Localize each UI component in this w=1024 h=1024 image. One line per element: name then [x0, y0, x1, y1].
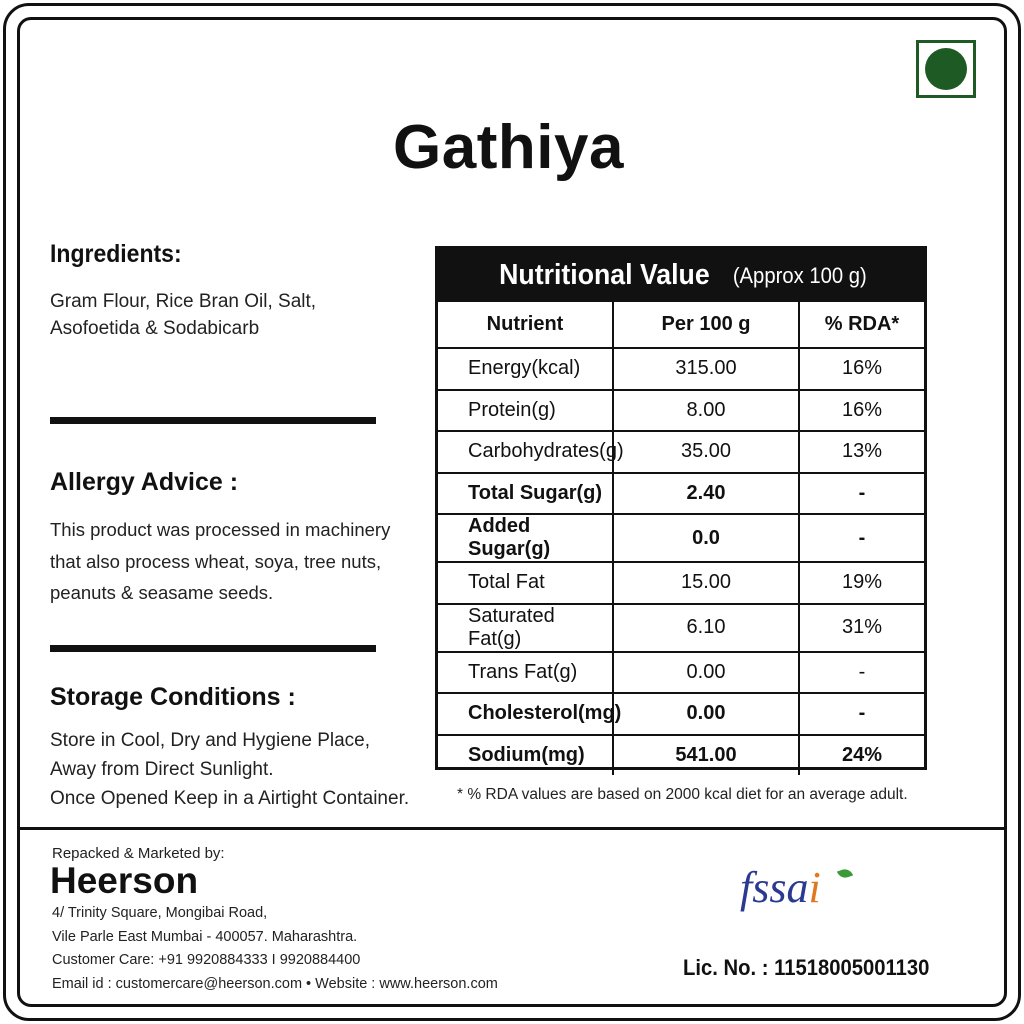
table-row [438, 348, 924, 390]
table-row [438, 562, 924, 604]
ingredients-text [50, 288, 316, 342]
ingredients-heading: Ingredients: [50, 240, 182, 268]
nutrient-rda: 13% [799, 431, 924, 473]
nutrient-name: Saturated Fat(g) [438, 604, 613, 652]
nutrient-name: Cholesterol(mg) [438, 693, 613, 735]
nutrient-value: 6.10 [613, 604, 799, 652]
nutrient-rda: - [799, 652, 924, 694]
storage-text [50, 726, 409, 813]
table-row [438, 693, 924, 735]
product-title: Gathiya [393, 113, 624, 182]
ingredients-line: Gram Flour, Rice Bran Oil, Salt, [50, 291, 317, 312]
nutrient-value: 315.00 [613, 348, 799, 390]
veg-dot [925, 48, 967, 90]
nutrient-value: 0.00 [613, 652, 799, 694]
nutrition-panel [435, 246, 927, 770]
nutrient-rda: 31% [799, 604, 924, 652]
nutrient-value: 15.00 [613, 562, 799, 604]
nutrient-value: 35.00 [613, 431, 799, 473]
allergy-line: This product was processed in machinery [50, 519, 391, 540]
address-line: 4/ Trinity Square, Mongibai Road, [52, 905, 268, 921]
rda-footnote: * % RDA values are based on 2000 kcal diet for an average adult. [457, 786, 908, 803]
license-number: Lic. No. : 11518005001130 [683, 955, 930, 980]
nutrient-name: Carbohydrates(g) [438, 431, 613, 473]
veg-symbol-icon [916, 40, 976, 98]
nutrition-table [438, 302, 924, 775]
storage-line: Away from Direct Sunlight. [50, 759, 274, 780]
table-row [438, 390, 924, 432]
storage-line: Store in Cool, Dry and Hygiene Place, [50, 730, 370, 751]
table-row [438, 473, 924, 515]
fssai-logo-icon [740, 862, 821, 913]
column-header: Nutrient [438, 302, 613, 348]
nutrient-rda: - [799, 473, 924, 515]
table-row [438, 431, 924, 473]
allergy-line: peanuts & seasame seeds. [50, 582, 274, 603]
table-row [438, 735, 924, 776]
allergy-text [50, 514, 390, 609]
nutrition-title: Nutritional Value [498, 259, 710, 291]
section-divider [50, 645, 376, 652]
ingredients-line: Asofoetida & Sodabicarb [50, 318, 260, 339]
brand-name: Heerson [50, 860, 199, 901]
customer-care: Customer Care: +91 9920884333 I 9920884400 [52, 952, 361, 968]
repacked-label: Repacked & Marketed by: [52, 845, 225, 862]
nutrient-rda: - [799, 514, 924, 562]
nutrient-name: Protein(g) [438, 390, 613, 432]
nutrient-value: 0.00 [613, 693, 799, 735]
table-header-row [438, 302, 924, 348]
fssai-text-tail: i [808, 863, 821, 912]
nutrient-rda: 16% [799, 390, 924, 432]
column-header: % RDA* [799, 302, 924, 348]
address-line: Vile Parle East Mumbai - 400057. Maharashtra. [52, 929, 358, 945]
table-row [438, 514, 924, 562]
nutrient-rda: 24% [799, 735, 924, 776]
nutrient-rda: - [799, 693, 924, 735]
allergy-line: that also process wheat, soya, tree nuts, [50, 550, 382, 572]
nutrient-value: 8.00 [613, 390, 799, 432]
table-row [438, 652, 924, 694]
nutrition-header [438, 249, 924, 302]
nutrient-value: 541.00 [613, 735, 799, 776]
column-header: Per 100 g [613, 302, 799, 348]
nutrient-name: Added Sugar(g) [438, 514, 613, 562]
nutrition-subtitle: (Approx 100 g) [732, 262, 867, 288]
nutrition-rows [438, 348, 924, 775]
footer-divider [19, 827, 1005, 830]
nutrient-name: Total Sugar(g) [438, 473, 613, 515]
section-divider [50, 417, 376, 424]
nutrient-name: Energy(kcal) [438, 348, 613, 390]
table-row [438, 604, 924, 652]
nutrient-name: Trans Fat(g) [438, 652, 613, 694]
nutrient-value: 0.0 [613, 514, 799, 562]
nutrient-value: 2.40 [613, 473, 799, 515]
allergy-heading: Allergy Advice : [50, 468, 239, 496]
contact-line: Email id : customercare@heerson.com • Website : www.heerson.com [52, 976, 498, 992]
storage-heading: Storage Conditions : [50, 683, 296, 711]
nutrient-rda: 19% [799, 562, 924, 604]
nutrient-name: Sodium(mg) [438, 735, 613, 776]
fssai-text: fssa [740, 863, 809, 912]
nutrient-rda: 16% [799, 348, 924, 390]
storage-line: Once Opened Keep in a Airtight Container. [50, 788, 410, 809]
nutrient-name: Total Fat [438, 562, 613, 604]
